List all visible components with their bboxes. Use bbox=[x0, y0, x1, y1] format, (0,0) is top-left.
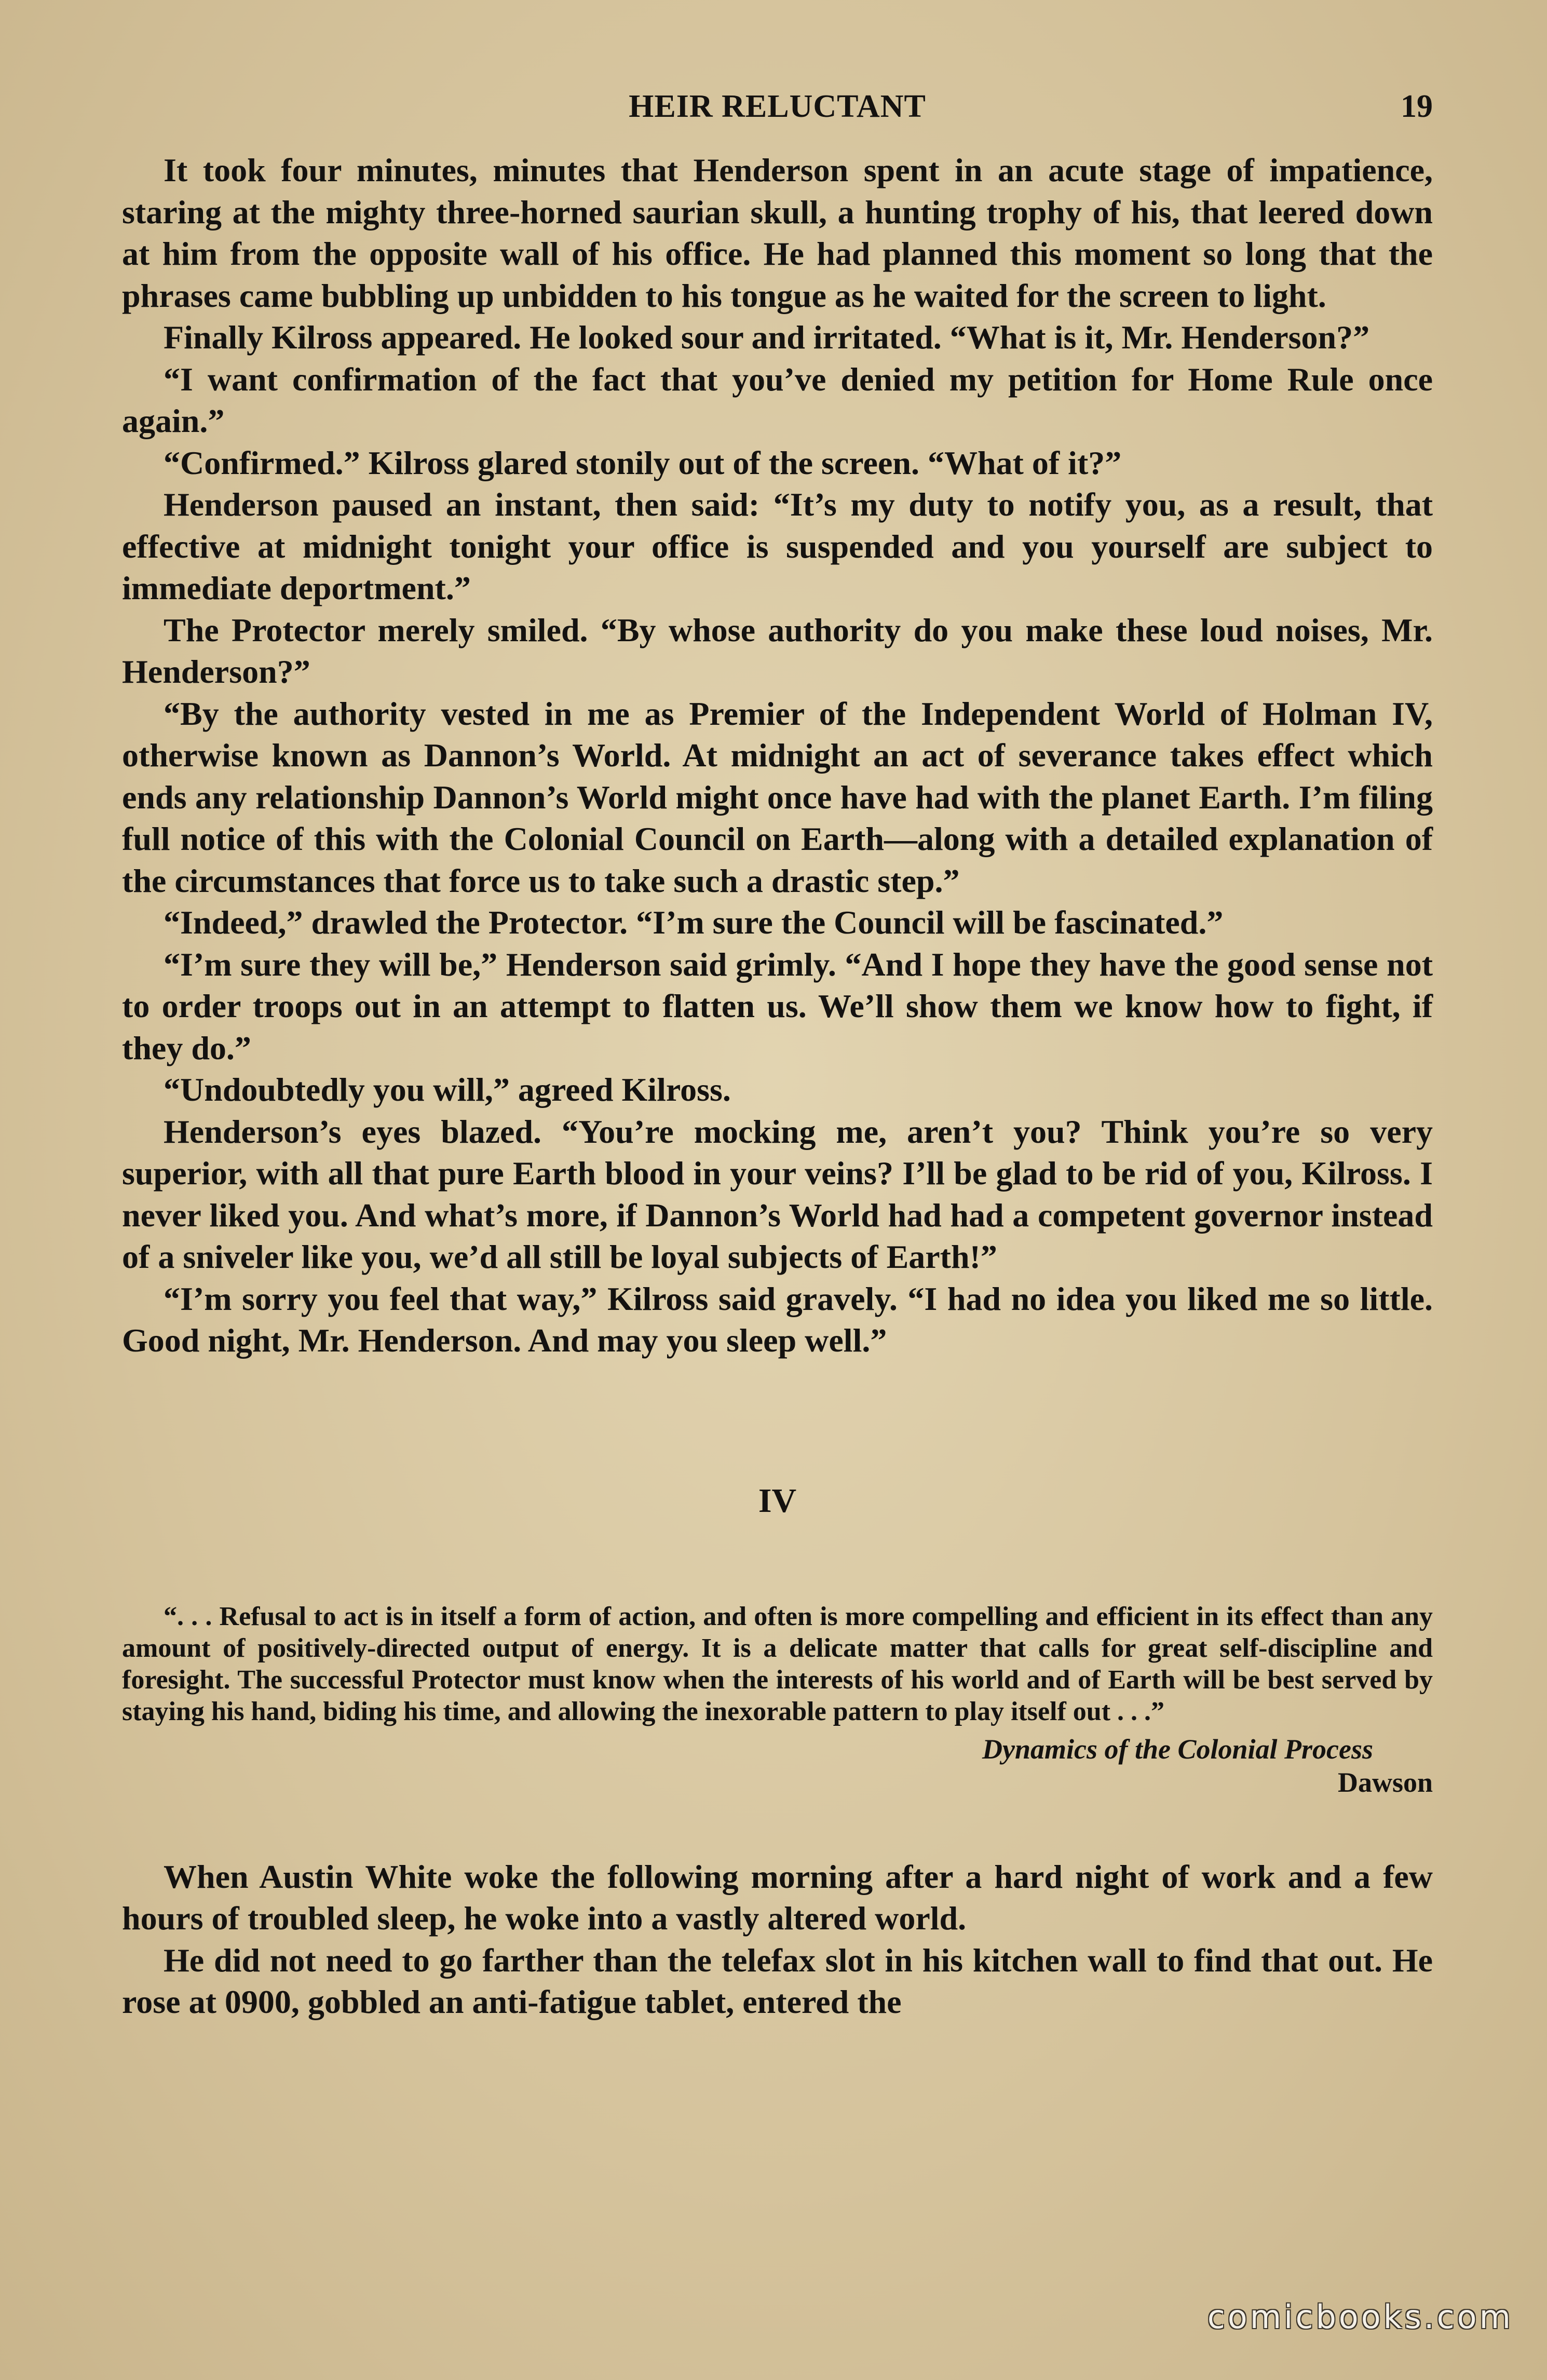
paragraph: He did not need to go farther than the telefax slot in his kitchen wall to find that out. He rose at 0900, gobbled an anti-fatigue tablet, entered the bbox=[122, 1941, 1433, 2020]
paragraph: “Undoubtedly you will,” agreed Kilross. bbox=[164, 1071, 731, 1108]
running-head bbox=[122, 88, 1433, 135]
paragraph: The Protector merely smiled. “By whose authority do you make these loud noises, Mr. Henderson?” bbox=[122, 611, 1433, 690]
epigraph-source-author: Dawson bbox=[1337, 1766, 1433, 1798]
epigraph-source-title: Dynamics of the Colonial Process bbox=[982, 1733, 1373, 1765]
page-number: 19 bbox=[1401, 89, 1433, 124]
body-text-section-2 bbox=[122, 1856, 1433, 2023]
paragraph: When Austin White woke the following morning after a hard night of work and a few hours of troubled sleep, he woke into a vastly altered world. bbox=[122, 1858, 1433, 1937]
paragraph: Finally Kilross appeared. He looked sour and irritated. “What is it, Mr. Henderson?” bbox=[164, 319, 1370, 356]
chapter-heading: IV bbox=[758, 1481, 797, 1520]
body-text-section-1 bbox=[122, 150, 1433, 1362]
paragraph: It took four minutes, minutes that Henderson spent in an acute stage of impatience, staring at the mighty three-horned saurian skull, a hunting trophy of his, that leered down at him from the opposite wall of his office. He had planned this moment so long that the phrases came bubbling up unbidden to his tongue as he waited for the screen to light. bbox=[122, 152, 1433, 314]
paragraph: “Confirmed.” Kilross glared stonily out of the screen. “What of it?” bbox=[164, 444, 1122, 481]
paragraph: “I’m sorry you feel that way,” Kilross said gravely. “I had no idea you liked me so little. Good night, Mr. Henderson. And may you sleep well.” bbox=[122, 1280, 1433, 1359]
paragraph: “By the authority vested in me as Premier of the Independent World of Holman IV, otherwise known as Dannon’s World. At midnight an act of severance takes effect which ends any relationship Dannon’s World might once have had with the planet Earth. I’m filing full notice of this with the Colonial Council on Earth—along with a detailed explanation of the circumstances that force us to take such a drastic step.” bbox=[122, 695, 1433, 899]
running-title: HEIR RELUCTANT bbox=[629, 89, 926, 124]
watermark: comicbooks.com bbox=[1207, 2298, 1513, 2336]
epigraph-quote: “. . . Refusal to act is in itself a form of action, and often is more compelling and efficient in its effect than any amount of positively-directed output of energy. It is a delicate matter that calls for great self-discipline and foresight. The successful Protector must know when the interests of his world and of Earth will be best served by staying his hand, biding his time, and allowing the inexorable pattern to play itself out . . .” bbox=[122, 1601, 1433, 1726]
paragraph: Henderson paused an instant, then said: “It’s my duty to notify you, as a result, that effective at midnight tonight your office is suspended and you yourself are subject to immediate deportment.” bbox=[122, 486, 1433, 606]
book-page bbox=[122, 88, 1433, 2321]
paragraph: Henderson’s eyes blazed. “You’re mocking me, aren’t you? Think you’re so very superior, with all that pure Earth blood in your veins? I’ll be glad to be rid of you, Kilross. I never liked you. And what’s more, if Dannon’s World had had a competent governor instead of a sniveler like you, we’d all still be loyal subjects of Earth!” bbox=[122, 1113, 1433, 1275]
epigraph-attribution bbox=[122, 1733, 1433, 1799]
paragraph: “Indeed,” drawled the Protector. “I’m sure the Council will be fascinated.” bbox=[164, 904, 1224, 941]
paragraph: “I want confirmation of the fact that you’ve denied my petition for Home Rule once again.” bbox=[122, 360, 1433, 439]
paragraph: “I’m sure they will be,” Henderson said grimly. “And I hope they have the good sense not to order troops out in an attempt to flatten us. We’ll show them we know how to fight, if they do.” bbox=[122, 945, 1433, 1066]
